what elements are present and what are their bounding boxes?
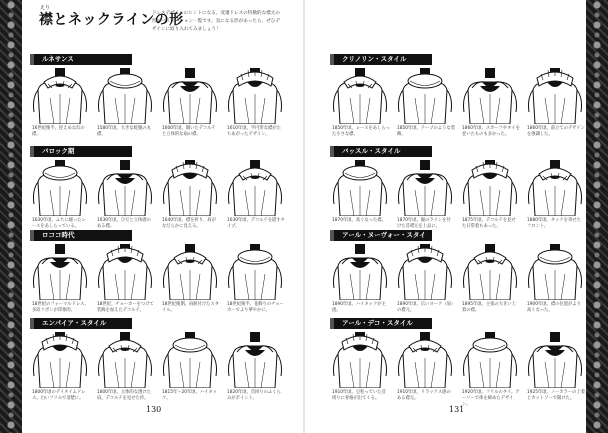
neckline-illustration-icon [30,68,90,124]
neckline-caption: 18世紀、チョーカーをつけて装飾を加えたデコルテ。 [97,302,154,313]
neckline-illustration-icon [225,332,285,388]
neckline-illustration-icon [525,244,585,300]
neckline-caption: 1800年頃のデイタイムドレス。白いフリルで清楚に。 [32,390,86,401]
neckline-illustration-icon [330,160,390,216]
neckline-caption: 1900年頃。襟の位置がより高くなった。 [527,302,581,313]
neckline-illustration-icon [95,244,155,300]
neckline-caption: 1850年頃。レースをあしらった小さな襟。 [332,126,390,137]
neckline-illustration-icon [460,68,520,124]
intro-text: ドレスデザインのヒントになる、変遷ドレスの特徴的な襟元の形のバリエーション一覧です。気になる形があったら、ぜひデザインに取り入れてみましょう！ [152,11,280,32]
neckline-illustration-icon [160,244,220,300]
neckline-item [330,160,390,224]
neckline-caption: 18世紀後半。花飾りのチョーカーでより華やかに。 [227,302,284,313]
neckline-illustration-icon [330,68,390,124]
section-header: バッスル・スタイル [330,146,432,157]
neckline-item [395,68,455,138]
neckline-item [160,332,220,402]
neckline-item [525,332,585,402]
neckline-caption: 1630年頃。ふちに縫ったレースをあしらっている。 [32,218,86,229]
neckline-item [330,68,390,138]
section-header: ロココ時代 [30,230,132,241]
neckline-illustration-icon [225,160,285,216]
neckline-caption: 1890年頃。ハイネックが主流。 [332,302,386,313]
neckline-illustration-icon [225,68,285,124]
neckline-item [525,68,585,138]
section-header: バロック期 [30,146,132,157]
lace-border-left [0,0,22,433]
lace-border-right [586,0,608,433]
neckline-item [95,68,155,138]
neckline-caption: 1630年頃。デコルテを隠すタイプ。 [227,218,285,229]
neckline-illustration-icon [460,244,520,300]
neckline-caption: 1875年頃。デコルテを見せた日常着もあった。 [462,218,516,229]
page-title: 襟とネックラインの形 [39,12,184,28]
neckline-item [30,244,90,314]
neckline-item [160,160,220,230]
neckline-illustration-icon [160,332,220,388]
neckline-illustration-icon [30,332,90,388]
neckline-caption: 1630年頃。ひだと立体感のある襟。 [97,218,151,229]
page-number-right: 131 [449,405,465,414]
neckline-illustration-icon [395,68,455,124]
neckline-illustration-icon [95,160,155,216]
neckline-item [330,244,390,314]
neckline-caption: 18世紀後期。肩紐付けたスタイル。 [162,302,220,313]
neckline-item [395,160,455,230]
neckline-caption: 1910年頃。豆粒っていた首周りに骨格が出てくる。 [332,390,386,401]
section-header: エンパイア・スタイル [30,318,132,329]
neckline-item [160,244,220,314]
neckline-item [225,160,285,230]
neckline-caption: 1895年頃。主張の大きい上着の襟。 [462,302,516,313]
neckline-illustration-icon [525,68,585,124]
neckline-item [95,332,155,402]
neckline-caption: 1610年頃。半円形な襟がたちあがったデザイン。 [227,126,281,137]
neckline-caption: 1850年頃。テープのような装飾。 [397,126,455,137]
neckline-illustration-icon [160,160,220,216]
neckline-item [95,160,155,230]
neckline-item [225,332,285,402]
neckline-item [30,68,90,138]
neckline-item [160,68,220,138]
neckline-item [460,332,520,408]
section-header: ルネサンス [30,54,132,65]
neckline-item [225,244,285,314]
neckline-illustration-icon [395,332,455,388]
neckline-illustration-icon [330,332,390,388]
book-spine [303,0,305,433]
neckline-caption: 1870年頃。縦のラインを付けた首襟元を上品に。 [397,218,451,229]
neckline-caption: 1860年頃。スカーフやタイを巻いたものも多かった。 [462,126,520,137]
neckline-item [330,332,390,402]
neckline-illustration-icon [460,332,520,388]
neckline-illustration-icon [330,244,390,300]
neckline-illustration-icon [525,332,585,388]
neckline-caption: 1800年頃。立体的な透けた肩。デコルテを見せた衿。 [97,390,151,401]
neckline-illustration-icon [30,160,90,216]
neckline-item [460,160,520,230]
neckline-caption: 1880年頃。タックを寄せたフロント。 [527,218,581,229]
section-header: アール・ヌーヴォー・スタイル [330,230,432,241]
neckline-caption: 1910年頃。リラックス感のある襟元。 [397,390,451,401]
neckline-caption: 16世紀後半。控えめな幻の襟。 [32,126,85,137]
page-number-left: 130 [146,405,162,414]
title-ruby: えり [40,5,51,11]
neckline-illustration-icon [525,160,585,216]
neckline-item [225,68,285,138]
neckline-item [395,332,455,402]
neckline-caption: 1815年〜20年頃。ハイネック。 [162,390,218,401]
neckline-item [30,332,90,402]
neckline-caption: 1890年頃。広いヨーク（肩）の襟元。 [397,302,454,313]
neckline-item [30,160,90,230]
section-header: クリノリン・スタイル [330,54,432,65]
neckline-caption: 1600年頃。開いたデコルテと立体的な扇の襟。 [162,126,216,137]
neckline-item [395,244,455,314]
neckline-illustration-icon [160,68,220,124]
neckline-illustration-icon [95,332,155,388]
neckline-illustration-icon [395,244,455,300]
neckline-illustration-icon [95,68,155,124]
neckline-item [525,244,585,314]
neckline-illustration-icon [460,160,520,216]
neckline-item [95,244,155,314]
neckline-caption: 1580年頃。大きな蛇腹の丸襟。 [97,126,151,137]
neckline-caption: 1920年頃。フリルのタイ。アーリーで体を締めたデザイン。 [462,390,520,407]
neckline-caption: 1640年頃。襟を折り、肩がなだらかに見える。 [162,218,216,229]
neckline-caption: 1925年頃。ノーカラーの上着とカットソーで開けた。 [527,390,585,401]
neckline-item [460,244,520,314]
neckline-item [460,68,520,138]
neckline-item [525,160,585,230]
neckline-illustration-icon [225,244,285,300]
neckline-caption: 1820年頃。首回りのふくらみがポイント。 [227,390,281,401]
section-header: アール・デコ・スタイル [330,318,432,329]
neckline-caption: 18世紀のフォーマルドレス。多段リボンが印象的。 [32,302,89,313]
neckline-illustration-icon [395,160,455,216]
neckline-illustration-icon [30,244,90,300]
neckline-caption: 1870年頃。高くなった襟。 [332,218,386,223]
neckline-caption: 1860年頃。前立てのデザインを強調した。 [527,126,585,137]
